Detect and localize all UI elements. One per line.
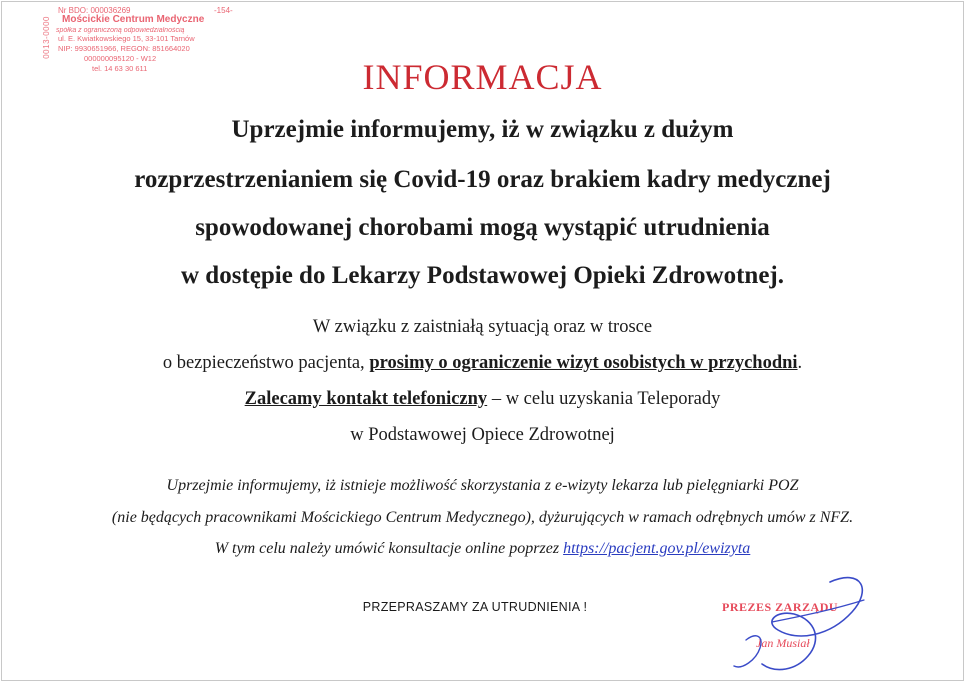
apology-text: PRZEPRASZAMY ZA UTRUDNIENIA ! [362, 600, 588, 614]
evisit-line-3 [0, 540, 965, 558]
middle-line-1: W związku z zaistniałą sytuacją oraz w trosce [312, 317, 653, 337]
stamp-address: ul. E. Kwiatkowskiego 15, 33-101 Tarnów [58, 34, 195, 43]
middle-line-2 [0, 353, 965, 374]
limit-visits-notice: prosimy o ograniczenie wizyt osobistych w przychodni [369, 353, 798, 373]
evisit-line-1: Uprzejmie informujemy, iż istnieje możliwość skorzystania z e-wizyty lekarza lub pielęgniarki POZ [166, 477, 799, 494]
ewizyta-link[interactable]: https://pacjent.gov.pl/ewizyta [563, 540, 751, 557]
middle-line-2-prefix: o bezpieczeństwo pacjenta, [162, 353, 370, 373]
phone-contact-recommendation: Zalecamy kontakt telefoniczny [244, 389, 488, 409]
stamp-bdo-number: Nr BDO: 000036269 [58, 6, 131, 15]
signature-role: PREZES ZARZĄDU [722, 600, 839, 614]
handwritten-signature-icon [712, 570, 882, 678]
stamp-company-name: Mościckie Centrum Medyczne [62, 14, 205, 25]
middle-line-2-suffix: . [797, 353, 803, 373]
stamp-side-text: 0013-0000 [42, 16, 51, 59]
intro-line-4: w dostępie do Lekarzy Podstawowej Opieki Zdrowotnej. [180, 262, 784, 289]
stamp-registry: 000000095120 - W12 [84, 54, 157, 63]
middle-line-3 [0, 389, 965, 410]
signature-name: Jan Musiał [756, 636, 810, 650]
stamp-phone: tel. 14 63 30 611 [92, 64, 148, 73]
evisit-line-2: (nie będących pracownikami Mościckiego Centrum Medycznego), dyżurujących w ramach odrębnych umów z NFZ. [111, 509, 854, 526]
intro-line-2: rozprzestrzenianiem się Covid-19 oraz brakiem kadry medycznej [134, 166, 831, 193]
stamp-code: -154- [214, 6, 233, 15]
stamp-legal-form: spółka z ograniczoną odpowiedzialnością [56, 27, 185, 34]
intro-line-3: spowodowanej chorobami mogą wystąpić utrudnienia [195, 214, 770, 241]
page-title: INFORMACJA [362, 57, 603, 97]
stamp-tax-ids: NIP: 9930651966, REGON: 851664020 [58, 44, 190, 53]
middle-line-4: w Podstawowej Opiece Zdrowotnej [350, 425, 615, 445]
intro-line-1: Uprzejmie informujemy, iż w związku z dużym [231, 116, 734, 143]
evisit-line-3-prefix: W tym celu należy umówić konsultacje online poprzez [214, 540, 564, 557]
signature-block [712, 570, 882, 678]
middle-line-3-suffix: – w celu uzyskania Teleporady [487, 389, 721, 409]
